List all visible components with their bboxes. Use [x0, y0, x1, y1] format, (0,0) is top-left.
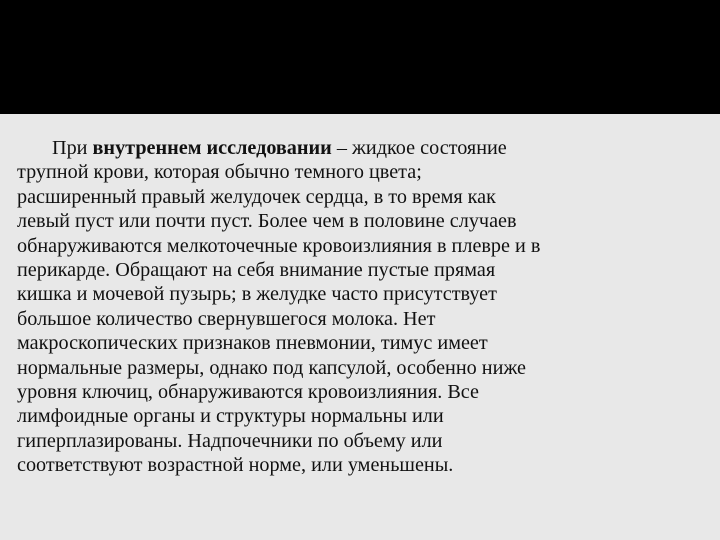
- text-line-6: перикарде. Обращают на себя внимание пустые прямая: [17, 259, 496, 282]
- text-line-14: соответствуют возрастной норме, или уменьшены.: [17, 454, 454, 477]
- text-line-8: большое количество свернувшегося молока. Нет: [17, 307, 436, 330]
- line-1-rest: – жидкое состояние: [331, 137, 507, 159]
- emphasis-text: внутреннем исследовании: [92, 137, 332, 159]
- text-line-4: левый пуст или почти пуст. Более чем в половине случаев: [17, 210, 517, 233]
- intro-text: При: [52, 137, 93, 159]
- body-text: [17, 136, 717, 478]
- text-line-13: гиперплазированы. Надпочечники по объему или: [17, 429, 443, 452]
- title-band: [0, 0, 720, 114]
- text-line-3: расширенный правый желудочек сердца, в то время как: [17, 185, 496, 208]
- text-line-12: лимфоидные органы и структуры нормальны или: [17, 405, 444, 428]
- text-line-11: уровня ключиц, обнаруживаются кровоизлияния. Все: [17, 381, 479, 404]
- text-line-5: обнаруживаются мелкоточечные кровоизлияния в плевре и в: [17, 234, 541, 257]
- text-line-2: трупной крови, которая обычно темного цвета;: [17, 161, 422, 184]
- text-line-9: макроскопических признаков пневмонии, тимус имеет: [17, 332, 488, 355]
- text-line-7: кишка и мочевой пузырь; в желудке часто присутствует: [17, 283, 497, 306]
- text-line-10: нормальные размеры, однако под капсулой, особенно ниже: [17, 356, 527, 379]
